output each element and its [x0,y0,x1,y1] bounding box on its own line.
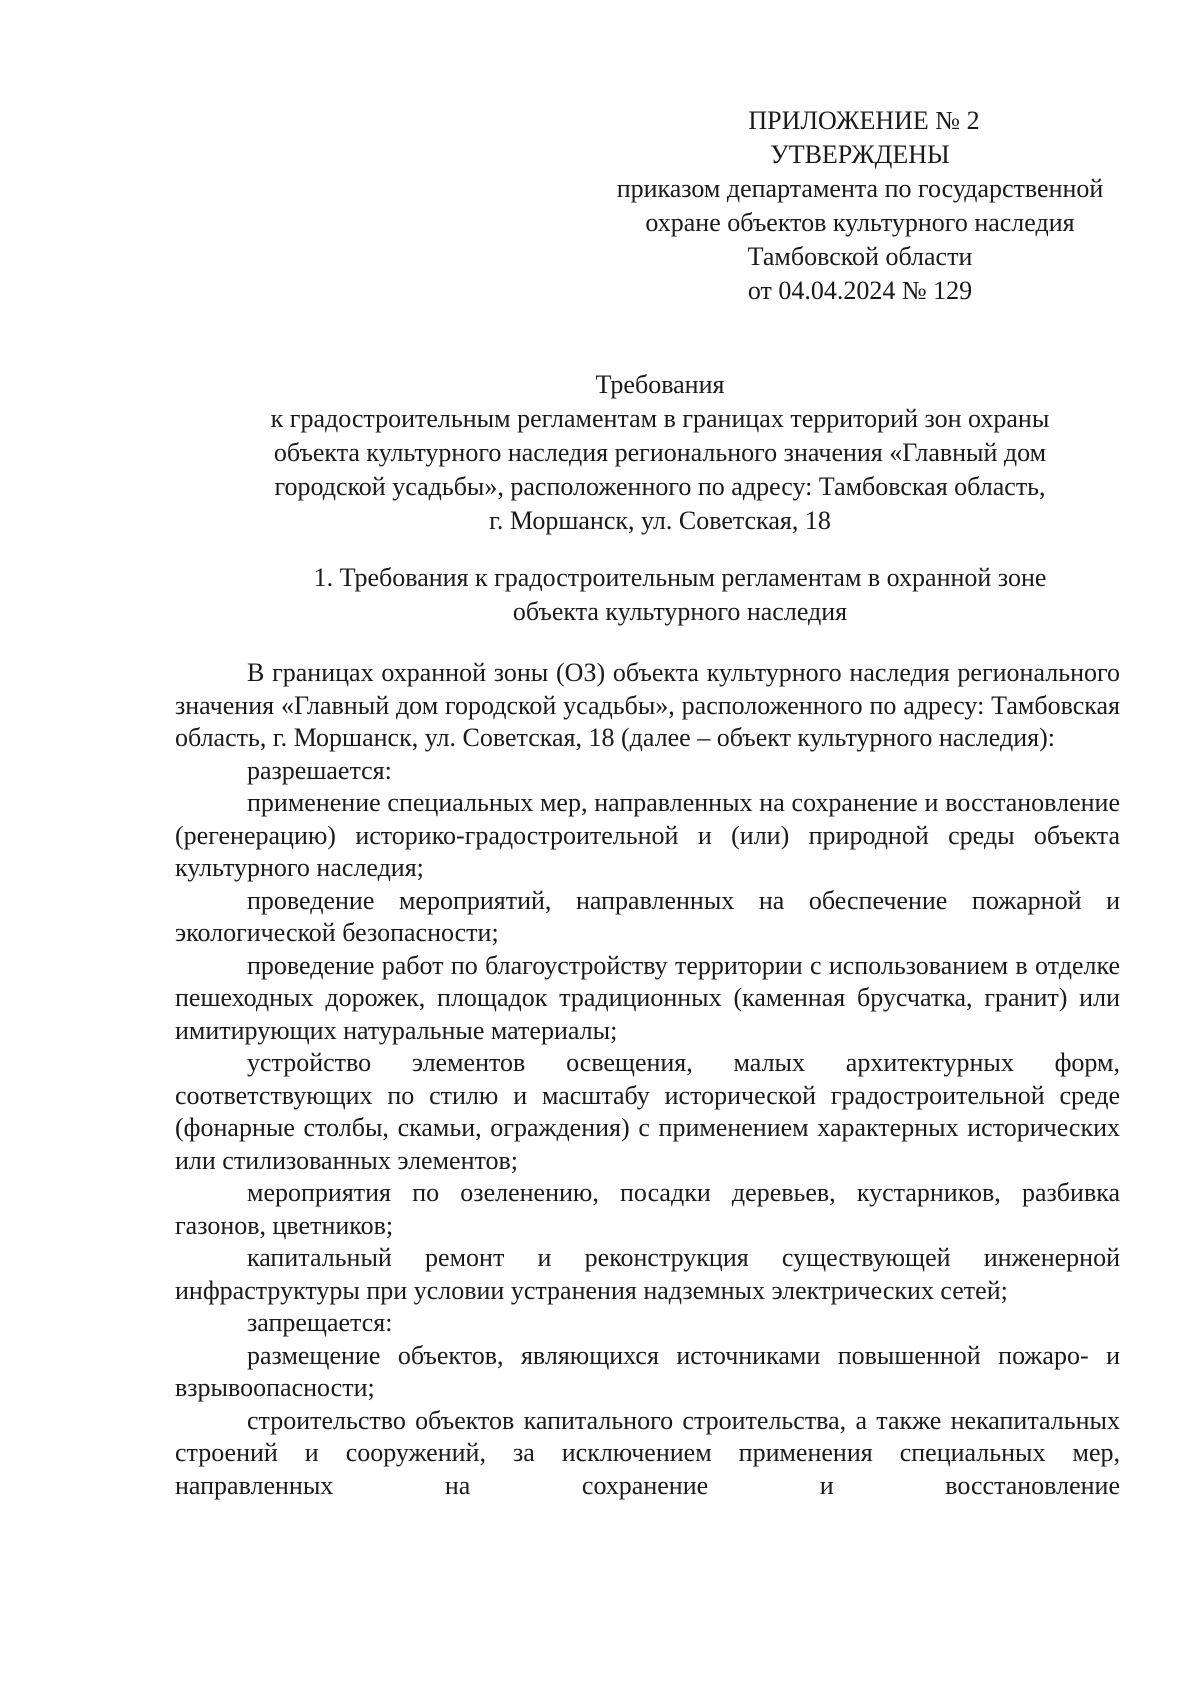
appendix-number: ПРИЛОЖЕНИЕ № 2 [748,106,980,135]
allowed-item: капитальный ремонт и реконструкция существующей инженерной инфраструктуры при условии устранения надземных электрических сетей; [175,1243,1120,1305]
allowed-item: устройство элементов освещения, малых архитектурных форм, соответствующих по стилю и масштабу исторической градостроительной среде (фонарные столбы, скамьи, ограждения) с применением характерных исторических или стилизованных элементов; [175,1048,1120,1175]
document-title [220,368,1100,538]
title-line: к градостроительным регламентам в границах территорий зон охраны [270,404,1050,433]
allowed-item: проведение работ по благоустройству территории с использованием в отделке пешеходных дорожек, площадок традиционных (каменная брусчатка, гранит) или имитирующих натуральные материалы; [175,950,1120,1045]
approval-block [590,104,1130,308]
order-date-number: от 04.04.2024 № 129 [747,276,973,305]
forbidden-label: запрещается: [247,1308,393,1337]
order-line: приказом департамента по государственной [616,174,1104,203]
title-line: городской усадьбы», расположенного по адресу: Тамбовская область, [274,472,1046,501]
allowed-label: разрешается: [247,755,392,785]
title-heading: Требования [595,370,725,399]
title-line: объекта культурного наследия регионального значения «Главный дом [273,438,1047,467]
allowed-item: применение специальных мер, направленных на сохранение и восстановление (регенерацию) историко-градостроительной и (или) природной среды объекта культурного наследия; [175,788,1120,882]
approved-label: УТВЕРЖДЕНЫ [770,140,950,169]
section-heading-line: объекта культурного наследия [512,597,848,626]
intro-paragraph: В границах охранной зоны (ОЗ) объекта культурного наследия регионального значения «Главный дом городской усадьбы», расположенного по адресу: Тамбовская область, г. Моршанск, ул. Советская, 18 (далее – объект культурного наследия): [175,658,1120,752]
forbidden-item: строительство объектов капитального строительства, а также некапитальных строений и сооружений, за исключением применения специальных мер, направленных на сохранение и восстановление [175,1405,1120,1500]
forbidden-item: размещение объектов, являющихся источниками повышенной пожаро- и взрывоопасности; [175,1340,1120,1402]
allowed-item: мероприятия по озеленению, посадки деревьев, кустарников, разбивка газонов, цветников; [175,1178,1120,1240]
title-line: г. Моршанск, ул. Советская, 18 [489,506,831,535]
order-line: Тамбовской области [747,242,973,271]
order-line: охране объектов культурного наследия [645,208,1075,237]
allowed-item: проведение мероприятий, направленных на обеспечение пожарной и экологической безопасности; [175,885,1120,947]
section-heading-line: 1. Требования к градостроительным регламентам в охранной зоне [313,563,1047,592]
section-heading [260,561,1100,629]
document-body [175,657,1120,1502]
